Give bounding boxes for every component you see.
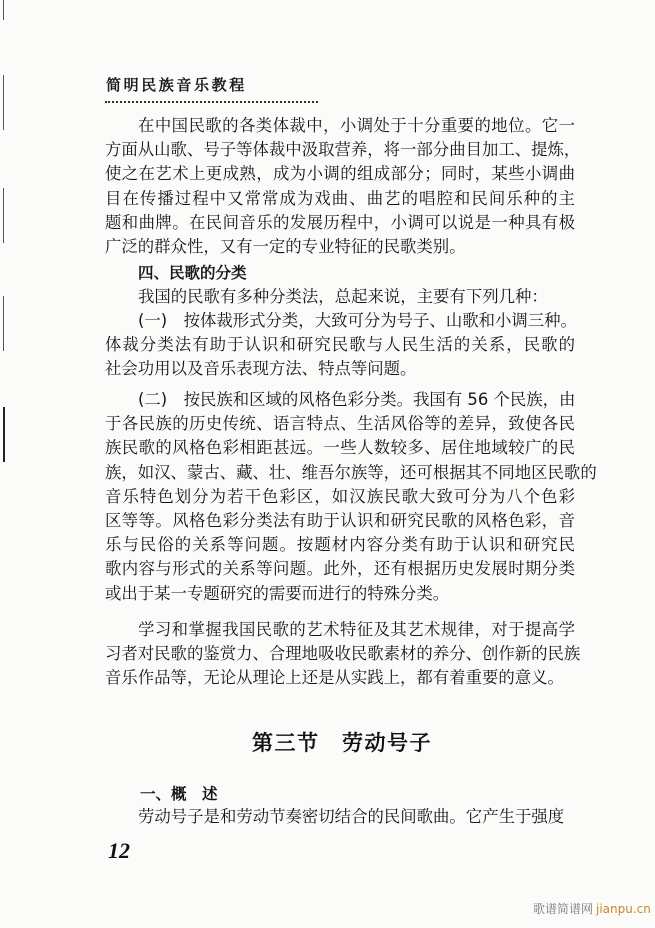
scan-edge-line bbox=[3, 75, 4, 130]
text-line: 社会功用以及音乐表现方法、特点等问题。 bbox=[105, 359, 417, 379]
text-line: 广泛的群众性，又有一定的专业特征的民歌类别。 bbox=[105, 236, 466, 256]
text-line: 学习和掌握我国民歌的艺术特征及其艺术规律，对于提高学 bbox=[138, 620, 575, 639]
text-line: 歌内容与形式的关系等问题。此外，还有根据历史发展时期分类 bbox=[105, 559, 575, 579]
text-line: 乐与民俗的关系等问题。按题材内容分类有助于认识和研究民 bbox=[105, 535, 575, 555]
text-line: 习者对民歌的鉴赏力、合理地吸收民歌素材的养分、创作新的民族 bbox=[105, 644, 581, 664]
section-title: 第三节 劳动号子 bbox=[252, 731, 432, 755]
paragraph-6 bbox=[105, 805, 575, 829]
text-line: (一) 按体裁形式分类，大致可分为号子、山歌和小调三种。 bbox=[138, 311, 577, 330]
watermark-site: jianpu.cn bbox=[596, 902, 651, 916]
scan-edge-line bbox=[3, 0, 4, 20]
text-line: 音乐作品等，无论从理论上还是从实践上，都有着重要的意义。 bbox=[105, 668, 564, 688]
subheading-overview: 一、概 述 bbox=[140, 785, 218, 803]
scan-edge-line bbox=[3, 407, 5, 462]
subheading-classification bbox=[105, 261, 575, 285]
text-line: 目在传播过程中又常常成为戏曲、曲艺的唱腔和民间乐种的主 bbox=[105, 188, 575, 208]
text-line: 我国的民歌有多种分类法，总起来说，主要有下列几种： bbox=[138, 287, 548, 306]
text-line: 题和曲牌。在民间音乐的发展历程中，小调可以说是一种具有极 bbox=[105, 212, 575, 232]
text-line: 在中国民歌的各类体裁中，小调处于十分重要的地位。它一 bbox=[138, 116, 575, 135]
paragraph-5 bbox=[105, 618, 581, 691]
watermark bbox=[533, 900, 651, 917]
running-header: 简明民族音乐教程 bbox=[106, 76, 247, 94]
watermark-label: 歌谱简谱网 bbox=[533, 902, 594, 916]
text-line: 或出于某一专题研究的需要而进行的特殊分类。 bbox=[105, 583, 450, 603]
text-line: 族民歌的风格色彩相距甚远。一些人数较多、居住地域较广的民 bbox=[105, 438, 575, 458]
paragraph-1 bbox=[105, 114, 581, 259]
paragraph-3 bbox=[105, 309, 575, 382]
scan-edge-line bbox=[3, 188, 4, 243]
paragraph-4 bbox=[105, 388, 597, 606]
text-line: 劳动号子是和劳动节奏密切结合的民间歌曲。它产生于强度 bbox=[138, 807, 565, 826]
page-number: 12 bbox=[108, 838, 130, 863]
text-line: 使之在艺术上更成熟，成为小调的组成部分；同时，某些小调曲 bbox=[105, 164, 575, 184]
paragraph-2 bbox=[105, 285, 575, 309]
text-line: 音乐特色划分为若干色彩区，如汉族民歌大致可分为八个色彩 bbox=[105, 486, 575, 506]
text-line: 方面从山歌、号子等体裁中汲取营养，将一部分曲目加工、提炼， bbox=[105, 140, 581, 160]
text-line: 区等等。风格色彩分类法有助于认识和研究民歌的风格色彩，音 bbox=[105, 510, 575, 530]
scan-edge-line bbox=[3, 296, 4, 351]
text-line: 体裁分类法有助于认识和研究民歌与人民生活的关系，民歌的 bbox=[105, 335, 575, 355]
text-line: 族，如汉、蒙古、藏、壮、维吾尔族等，还可根据其不同地区民歌的 bbox=[105, 462, 597, 482]
subheading-text: 四、民歌的分类 bbox=[138, 264, 247, 282]
header-dotted-rule bbox=[105, 101, 318, 103]
text-line: 于各民族的历史传统、语言特点、生活风俗等的差异，致使各民 bbox=[105, 414, 575, 434]
text-line: (二) 按民族和区域的风格色彩分类。我国有 56 个民族，由 bbox=[138, 390, 576, 409]
